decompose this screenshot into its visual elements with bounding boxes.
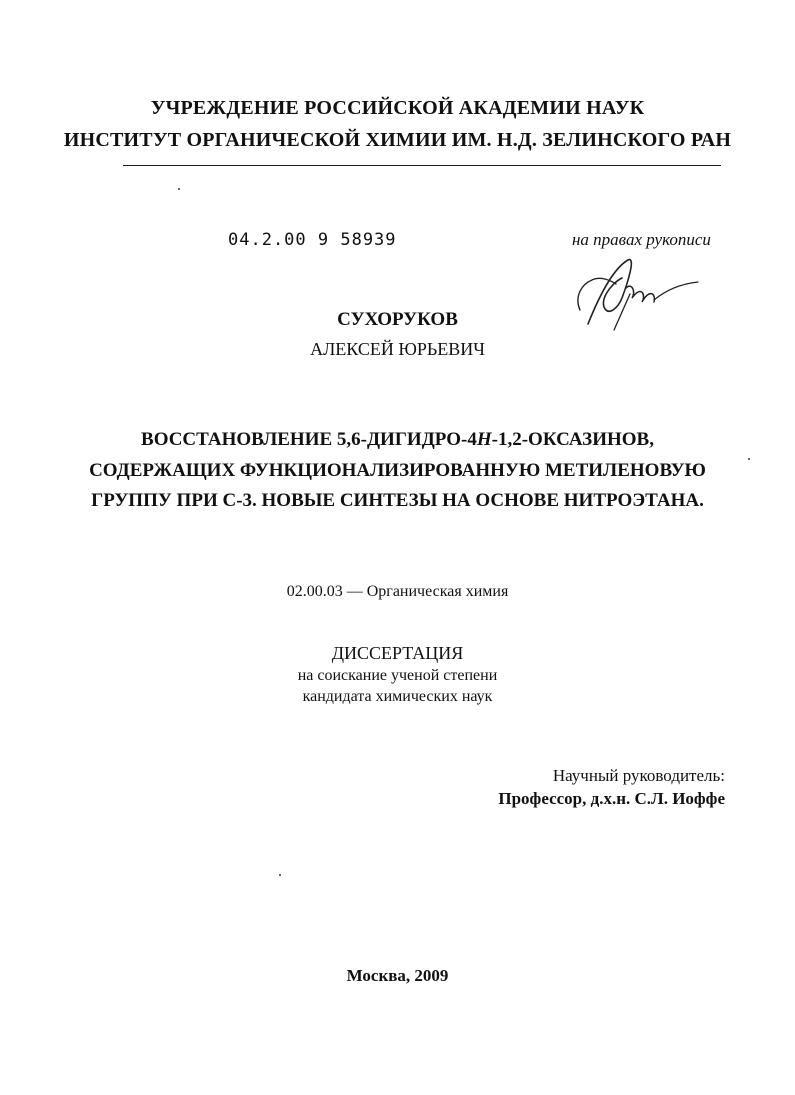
scan-speck: [279, 874, 281, 876]
degree-line-1: на соискание ученой степени: [297, 667, 498, 684]
author-surname: СУХОРУКОВ: [337, 309, 458, 330]
institution-line-2: ИНСТИТУТ ОРГАНИЧЕСКОЙ ХИМИИ ИМ. Н.Д. ЗЕЛИНСКОГО РАН: [63, 129, 732, 151]
place-and-year: Москва, 2009: [346, 966, 449, 985]
institution-line-1: УЧРЕЖДЕНИЕ РОССИЙСКОЙ АКАДЕМИИ НАУК: [150, 97, 645, 119]
specialty-code: 02.00.03 — Органическая химия: [286, 583, 509, 600]
supervisor-label: Научный руководитель:: [552, 766, 725, 785]
document-type: ДИССЕРТАЦИЯ: [331, 643, 464, 663]
thesis-title-line-3: ГРУППУ ПРИ С-3. НОВЫЕ СИНТЕЗЫ НА ОСНОВЕ НИТРОЭТАНА.: [91, 490, 704, 511]
supervisor-name: Профессор, д.х.н. С.Л. Иоффе: [498, 789, 725, 808]
manuscript-rights-note: на правах рукописи: [572, 230, 711, 249]
header-divider: [123, 165, 721, 166]
registration-stamp: 04.2.00 9 58939: [228, 230, 397, 250]
scan-speck: [178, 188, 180, 190]
thesis-title-line-1: ВОССТАНОВЛЕНИЕ 5,6-ДИГИДРО-4H-1,2-ОКСАЗИНОВ,: [141, 429, 654, 450]
author-given-names: АЛЕКСЕЙ ЮРЬЕВИЧ: [310, 339, 485, 359]
scan-speck: [748, 458, 750, 460]
degree-line-2: кандидата химических наук: [302, 688, 493, 705]
thesis-title-line-2: СОДЕРЖАЩИХ ФУНКЦИОНАЛИЗИРОВАННУЮ МЕТИЛЕНОВУЮ: [89, 460, 706, 481]
